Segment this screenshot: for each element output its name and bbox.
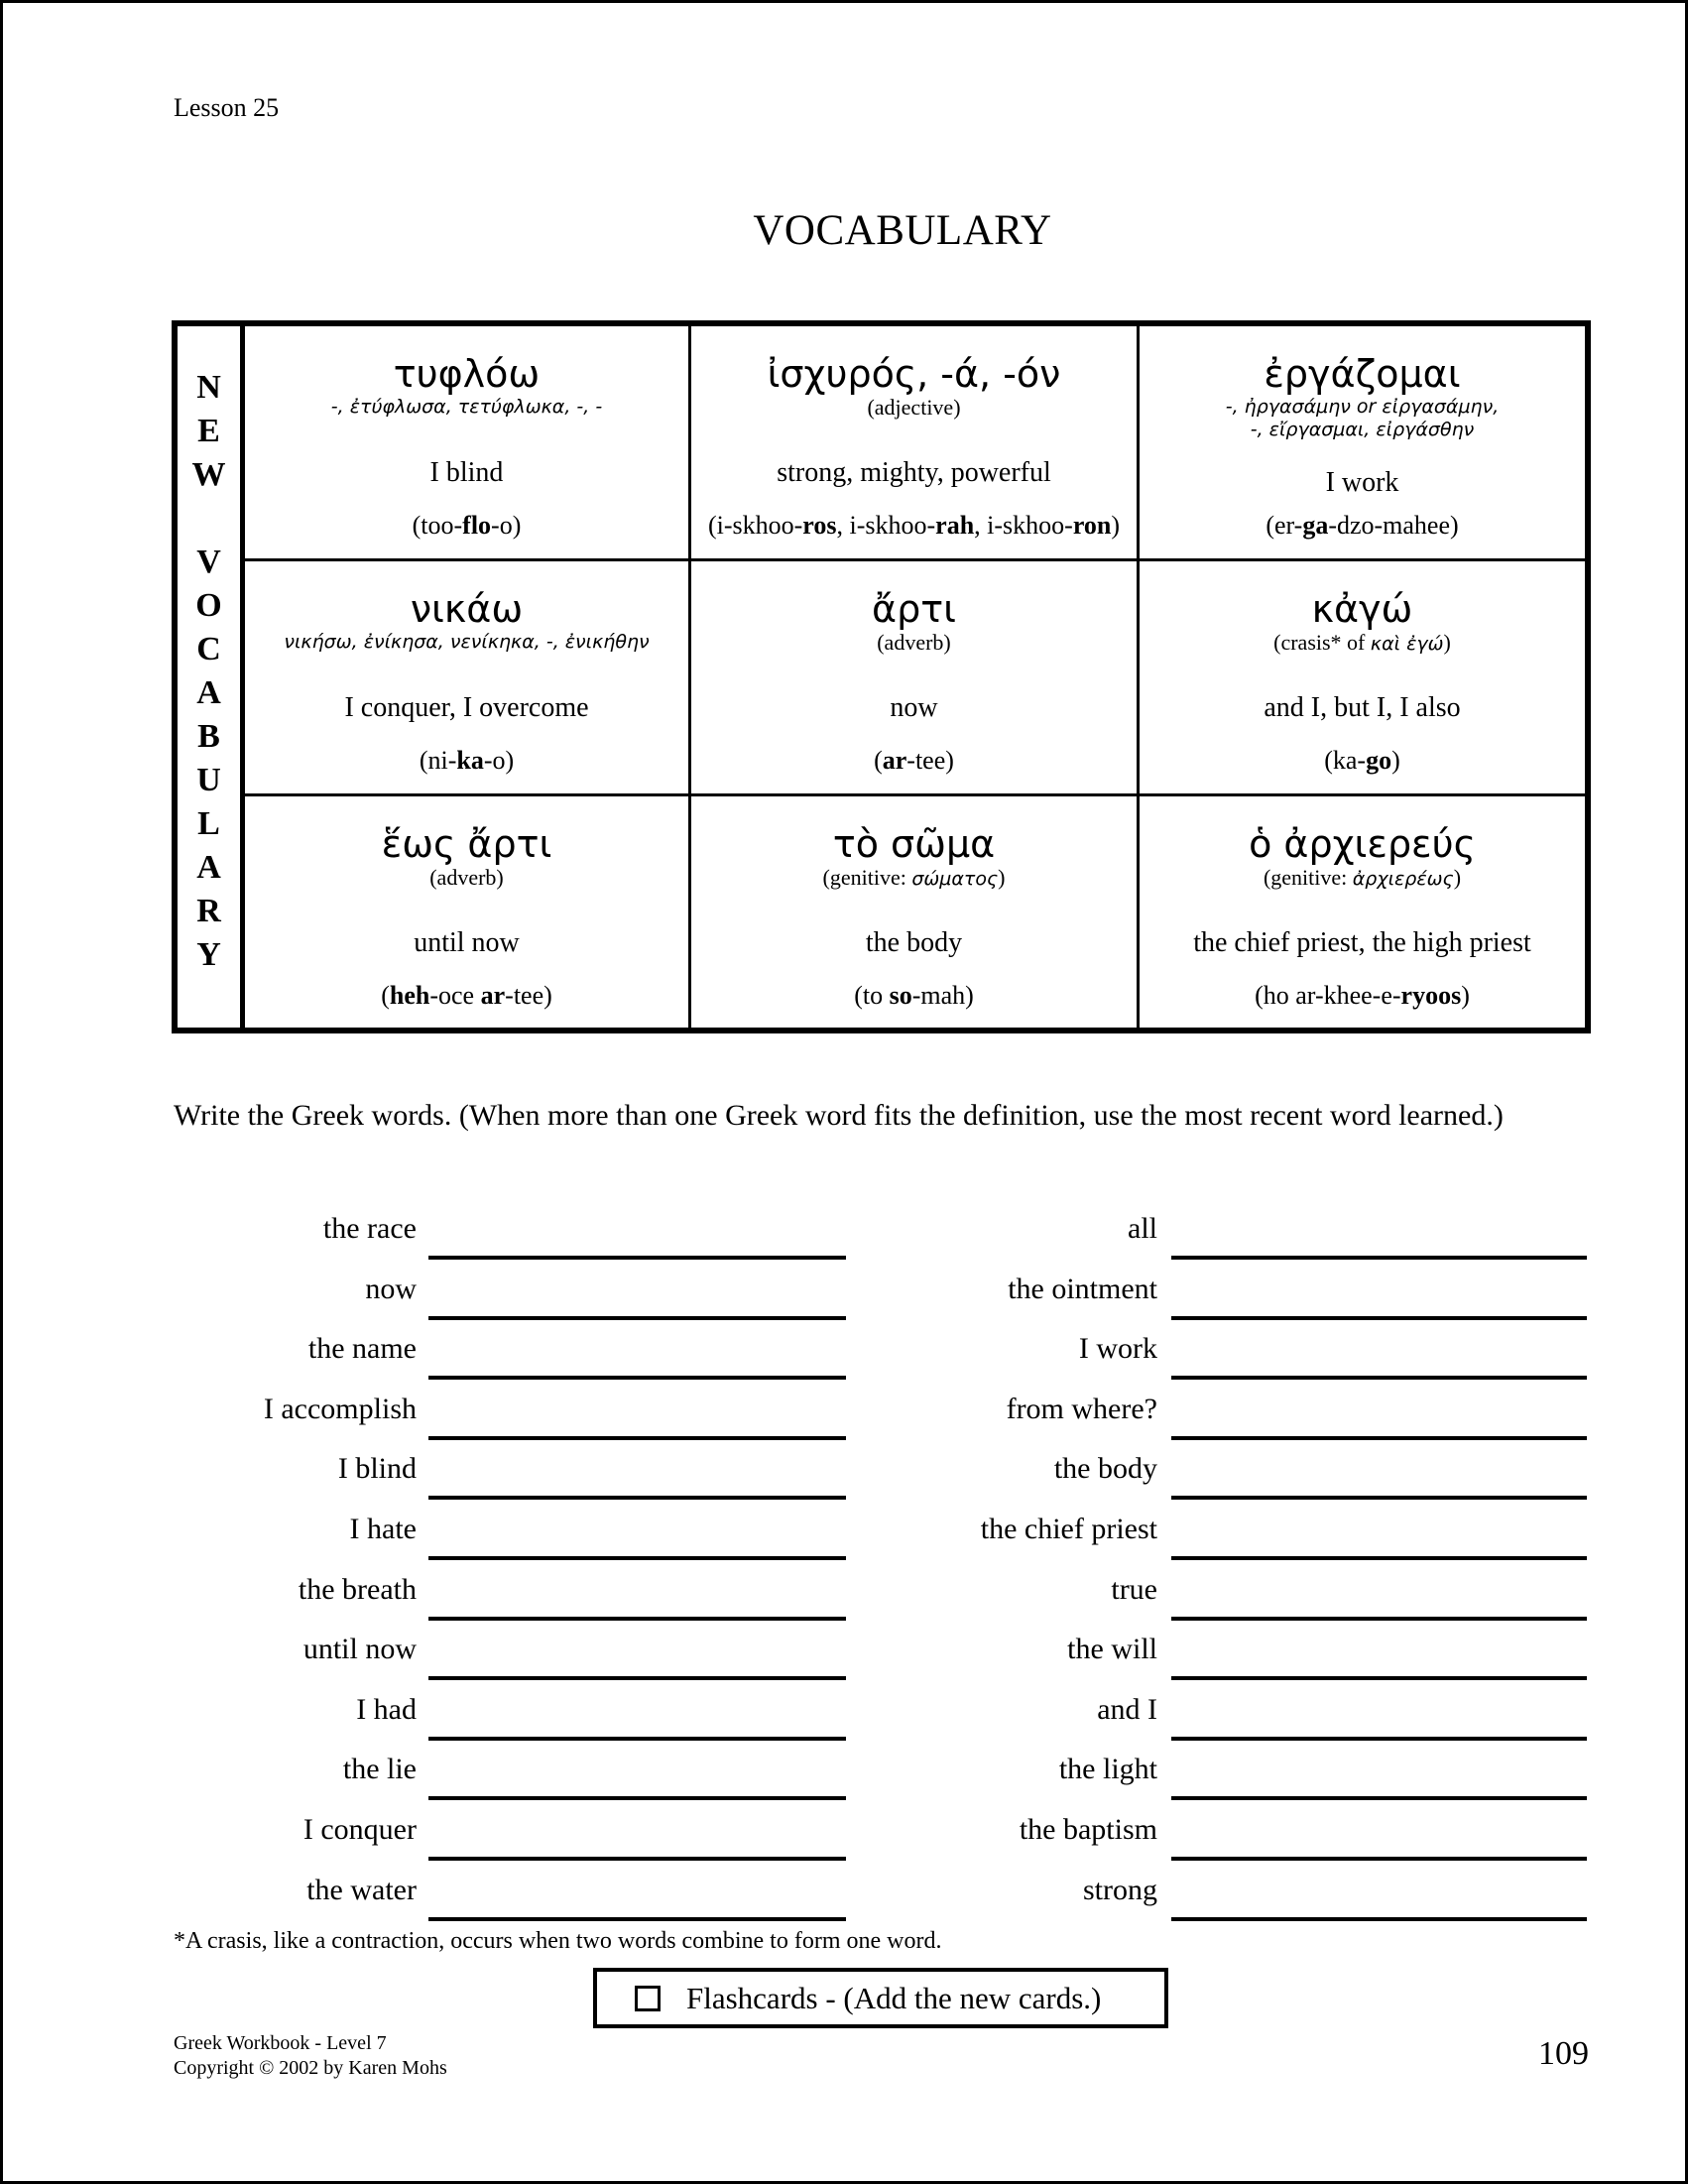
word-prompt: now — [365, 1272, 417, 1305]
stressed-syllable: ka — [456, 746, 484, 775]
stressed-syllable: ron — [1072, 511, 1112, 540]
pronunciation — [1140, 746, 1585, 776]
word-prompt: I work — [1078, 1332, 1157, 1366]
english-meaning: and I, but I, I also — [1264, 692, 1461, 723]
grammar-note — [1264, 866, 1461, 891]
greek-word: ἕως ἄρτι — [381, 822, 552, 866]
side-letter: A — [196, 849, 221, 886]
english-meaning: strong, mighty, powerful — [777, 457, 1051, 488]
exercise-instructions: Write the Greek words. (When more than one Greek word fits the definition, use the most recent word learned.) — [174, 1099, 1504, 1132]
answer-blank[interactable] — [1171, 1796, 1587, 1800]
word-prompt-row — [0, 1874, 1157, 1917]
word-prompt-row — [0, 1273, 1157, 1316]
grammar-note — [823, 866, 1006, 891]
word-prompt: the lie — [342, 1753, 417, 1786]
pronunciation — [245, 981, 688, 1011]
grammar-note — [867, 396, 960, 420]
syllable-text: , i-skhoo- — [974, 511, 1073, 540]
syllable-text: ( — [874, 746, 883, 775]
grammar-note-greek: σώματος — [911, 868, 999, 890]
syllable-text: ( — [381, 981, 390, 1010]
answer-blank[interactable] — [1171, 1857, 1587, 1861]
answer-blank[interactable] — [1171, 1917, 1587, 1921]
grammar-note-end: ) — [1453, 865, 1462, 890]
flashcards-box — [593, 1968, 1168, 2028]
word-prompt: I had — [356, 1692, 417, 1726]
pronunciation — [1140, 511, 1585, 541]
answer-blank[interactable] — [1171, 1676, 1587, 1680]
word-prompt: the breath — [298, 1572, 417, 1606]
answer-blank[interactable] — [428, 1737, 846, 1741]
syllable-text: ) — [1391, 746, 1400, 775]
pronunciation — [691, 981, 1137, 1011]
answer-blank[interactable] — [428, 1857, 846, 1861]
vocab-card — [691, 326, 1140, 561]
word-prompt: and I — [1097, 1692, 1157, 1726]
word-prompt-row — [0, 1452, 1157, 1496]
new-vocabulary-side-label — [178, 326, 245, 1028]
answer-blank[interactable] — [428, 1556, 846, 1560]
syllable-text: (ho ar-khee-e- — [1255, 981, 1401, 1010]
stressed-syllable: ros — [802, 511, 837, 540]
word-prompt: the water — [306, 1873, 417, 1906]
greek-word: ἐργάζομαι — [1264, 352, 1461, 396]
word-prompt: true — [1111, 1572, 1157, 1606]
greek-word: τυφλόω — [393, 352, 541, 396]
syllable-text: -dzo-mahee) — [1328, 511, 1459, 540]
grammar-note — [1273, 631, 1451, 656]
grammar-note — [877, 631, 951, 655]
answer-blank[interactable] — [428, 1676, 846, 1680]
vocab-card — [691, 561, 1140, 796]
answer-blank[interactable] — [428, 1376, 846, 1380]
grammar-note-text: (adjective) — [867, 395, 961, 420]
answer-blank[interactable] — [428, 1496, 846, 1500]
greek-word: τὸ σῶμα — [832, 822, 996, 866]
english-meaning: the body — [865, 927, 963, 958]
vocab-card — [245, 326, 691, 561]
word-prompt: the light — [1058, 1753, 1157, 1786]
stressed-syllable: go — [1366, 746, 1392, 775]
word-prompt: the ointment — [1008, 1272, 1157, 1305]
english-meaning: I conquer, I overcome — [344, 692, 589, 723]
word-prompt: the body — [1053, 1452, 1157, 1486]
side-letter: B — [197, 718, 220, 755]
word-prompt: the name — [307, 1332, 417, 1366]
word-prompt-row — [0, 1633, 1157, 1676]
side-letter: V — [196, 544, 221, 580]
pronunciation — [1140, 981, 1585, 1011]
grammar-note-end: ) — [998, 865, 1006, 890]
answer-blank[interactable] — [1171, 1556, 1587, 1560]
word-prompt: strong — [1083, 1873, 1157, 1906]
flashcards-checkbox[interactable] — [635, 1986, 661, 2011]
side-letter: N — [196, 369, 221, 406]
answer-blank[interactable] — [1171, 1256, 1587, 1260]
grammar-note-text: (genitive: — [1263, 865, 1353, 890]
answer-blank[interactable] — [428, 1256, 846, 1260]
grammar-note-text: (adverb) — [429, 865, 504, 890]
greek-word: ὁ ἀρχιερεύς — [1249, 822, 1476, 866]
answer-blank[interactable] — [1171, 1376, 1587, 1380]
word-prompt: from where? — [1006, 1392, 1157, 1425]
answer-blank[interactable] — [428, 1617, 846, 1621]
word-prompt-row — [0, 1813, 1157, 1857]
answer-blank[interactable] — [1171, 1737, 1587, 1741]
grammar-note-text: (crasis* of — [1273, 630, 1371, 655]
stressed-syllable: so — [889, 981, 912, 1010]
principal-parts: -, ἠργασάμην or εἰργασάμην, — [1225, 396, 1500, 418]
pronunciation — [245, 511, 688, 541]
vocabulary-table — [172, 320, 1591, 1033]
syllable-text: -tee) — [505, 981, 552, 1010]
word-prompt-row — [0, 1513, 1157, 1556]
greek-word: νικάω — [410, 587, 524, 631]
word-prompt: the chief priest — [980, 1513, 1157, 1545]
lesson-label: Lesson 25 — [174, 93, 280, 122]
page-title: VOCABULARY — [753, 207, 1052, 254]
stressed-syllable: ga — [1302, 511, 1329, 540]
greek-word: ἄρτι — [872, 587, 956, 631]
answer-blank[interactable] — [1171, 1436, 1587, 1440]
syllable-text: -o) — [483, 746, 515, 775]
word-prompt: I hate — [349, 1513, 417, 1545]
side-letter: C — [196, 631, 221, 667]
word-prompt-row — [0, 1212, 1157, 1256]
word-prompt: the race — [322, 1212, 417, 1245]
footer-book-title: Greek Workbook - Level 7 — [174, 2032, 387, 2054]
grammar-note — [429, 866, 504, 890]
stressed-syllable: ar — [882, 746, 907, 775]
syllable-text: , i-skhoo- — [836, 511, 936, 540]
stressed-syllable: rah — [935, 511, 975, 540]
syllable-text: ) — [1111, 511, 1121, 540]
english-meaning: I blind — [429, 457, 504, 488]
vocab-card — [245, 561, 691, 796]
answer-blank[interactable] — [428, 1316, 846, 1320]
stressed-syllable: ryoos — [1400, 981, 1462, 1010]
word-prompt: the baptism — [1019, 1813, 1157, 1846]
syllable-text: ) — [1461, 981, 1470, 1010]
syllable-text: (ka- — [1324, 746, 1367, 775]
word-prompt: the will — [1067, 1633, 1157, 1666]
vocab-card — [1140, 326, 1585, 561]
vocab-card — [245, 796, 691, 1028]
answer-blank[interactable] — [1171, 1617, 1587, 1621]
side-letter: E — [197, 413, 220, 449]
syllable-text: (too- — [412, 511, 463, 540]
answer-blank[interactable] — [428, 1917, 846, 1921]
stressed-syllable: heh — [389, 981, 430, 1010]
side-letter: U — [196, 762, 221, 798]
word-prompt-row — [0, 1573, 1157, 1617]
word-prompt: I accomplish — [263, 1392, 417, 1425]
footer-copyright: Copyright © 2002 by Karen Mohs — [174, 2057, 447, 2079]
stressed-syllable: ar — [480, 981, 506, 1010]
answer-blank[interactable] — [428, 1796, 846, 1800]
word-prompt-row — [0, 1693, 1157, 1737]
english-meaning: the chief priest, the high priest — [1193, 927, 1531, 958]
syllable-text: (to — [854, 981, 890, 1010]
page-number: 109 — [1538, 2035, 1589, 2072]
answer-blank[interactable] — [1171, 1496, 1587, 1500]
word-prompt-row — [0, 1393, 1157, 1436]
word-prompt-row — [0, 1753, 1157, 1796]
grammar-note-greek: ἀρχιερέως — [1352, 868, 1454, 890]
syllable-text: -mah) — [911, 981, 974, 1010]
english-meaning: until now — [414, 927, 520, 958]
syllable-text: -tee) — [906, 746, 954, 775]
pronunciation — [691, 511, 1137, 541]
vocab-card — [1140, 561, 1585, 796]
word-prompt: I blind — [337, 1452, 417, 1486]
word-prompt: I conquer — [302, 1813, 417, 1846]
word-prompt: until now — [302, 1633, 417, 1666]
syllable-text: (er- — [1266, 511, 1303, 540]
vocab-card — [691, 796, 1140, 1028]
pronunciation — [245, 746, 688, 776]
answer-blank[interactable] — [428, 1436, 846, 1440]
grammar-note-end: ) — [1443, 630, 1451, 655]
word-prompt-row — [0, 1332, 1157, 1376]
side-letter: Y — [196, 936, 221, 973]
principal-parts: νικήσω, ἐνίκησα, νενίκηκα, -, ἐνικήθην — [284, 631, 650, 653]
word-prompt: all — [1128, 1212, 1157, 1245]
side-letter: O — [195, 587, 222, 624]
english-meaning: now — [890, 692, 938, 723]
side-letter: R — [196, 893, 221, 929]
principal-parts-continued: -, εἴργασμαι, εἰργάσθην — [1250, 419, 1475, 440]
syllable-text: -oce — [429, 981, 481, 1010]
vocab-card — [1140, 796, 1585, 1028]
grammar-note-text: (genitive: — [822, 865, 912, 890]
crasis-footnote: *A crasis, like a contraction, occurs when two words combine to form one word. — [174, 1928, 942, 1954]
stressed-syllable: flo — [462, 511, 492, 540]
syllable-text: (i-skhoo- — [707, 511, 803, 540]
grammar-note-greek: καὶ ἐγώ — [1370, 633, 1444, 655]
pronunciation — [691, 746, 1137, 776]
side-letter: A — [196, 674, 221, 711]
principal-parts: -, ἐτύφλωσα, τετύφλωκα, -, - — [330, 396, 603, 418]
syllable-text: -o) — [491, 511, 522, 540]
greek-word: ἰσχυρός, -ά, -όν — [767, 352, 1061, 396]
grammar-note-text: (adverb) — [877, 630, 951, 655]
flashcards-label: Flashcards - (Add the new cards.) — [686, 1980, 1102, 2015]
greek-word: κἀγώ — [1311, 587, 1413, 631]
english-meaning: I work — [1325, 467, 1399, 498]
side-letter: W — [191, 456, 226, 493]
answer-blank[interactable] — [1171, 1316, 1587, 1320]
syllable-text: (ni- — [419, 746, 457, 775]
side-letter: L — [197, 805, 220, 842]
